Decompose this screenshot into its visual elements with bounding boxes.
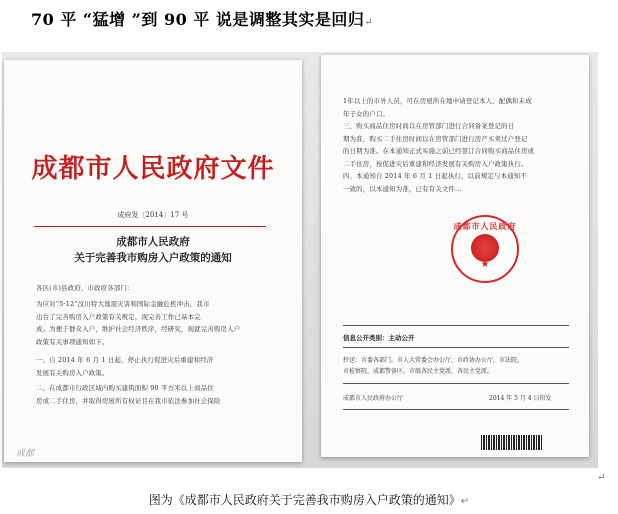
- continuation-line: 期为准，购买二手住房时间以在房管部门进行房产买卖过户登记: [343, 134, 528, 143]
- paragraph-mark-right: ↵: [597, 472, 606, 483]
- org-title: 成都市人民政府文件: [31, 154, 275, 184]
- issue-date: 2014 年 5 月 4 日印发: [489, 395, 552, 402]
- barcode: [481, 435, 543, 450]
- red-divider: [34, 226, 266, 227]
- paragraph-2-line: 一、自 2014 年 6 月 1 日起，停止执行促进灾后重建和经济: [36, 356, 214, 364]
- salutation: 各区(市)县政府，市政府各部门：: [36, 284, 134, 292]
- headline: [31, 7, 373, 30]
- footer-divider: [343, 409, 569, 410]
- seal-text: 成都市人民政府: [453, 221, 517, 231]
- paragraph-1-line: 成。为便于群众入户，维护社会经济秩序，经研究，现就完善购房入户: [36, 325, 241, 333]
- continuation-line: 一致的，以本通知为准，已有有关文件...: [343, 184, 462, 193]
- star-icon: ★: [480, 259, 490, 270]
- continuation-line: 1年以上的市外人员，可在房屋所在地申请登记本人、配偶和未成: [343, 97, 532, 105]
- issuer: 成都市人民政府办公厅: [343, 395, 404, 402]
- footer-divider: [343, 383, 569, 384]
- subtitle-notice-title: 关于完善我市购房入户政策的通知: [74, 252, 232, 264]
- continuation-text: [343, 95, 534, 195]
- continuation-line: 年子女的户口。: [343, 109, 390, 118]
- handwritten-note: 成都: [16, 449, 35, 459]
- paragraph-1-line: 出台了完善购房入户政策有关规定，现完善工作已基本完: [36, 312, 201, 321]
- continuation-line: 的日期为准。在本通知正式实施之前已经签订合同购买商品住房或: [343, 147, 535, 155]
- document-photo: [2, 52, 598, 468]
- paragraph-1: [36, 298, 240, 348]
- right-document-page: [321, 55, 589, 457]
- paragraph-3: [36, 382, 221, 407]
- caption-paragraph-mark: ↵: [460, 496, 470, 507]
- footer-divider: [343, 347, 569, 348]
- continuation-line: 三、购买商品住房时间以在房管部门进行合同备案登记的日: [343, 122, 515, 130]
- figure-caption: [0, 491, 618, 508]
- cc-list: [343, 355, 523, 377]
- doc-number: 成府发〔2014〕17 号: [117, 211, 189, 219]
- footer-divider: [343, 325, 569, 326]
- disclosure-category: 信息公开类别：主动公开: [343, 334, 415, 342]
- paragraph-3-line: 房或二手住房，并取得房屋所有权证且在我市依法参加社会保险: [36, 396, 221, 405]
- headline-text: 70 平 “猛增 ”到 90 平 说是调整其实是回归: [31, 10, 365, 29]
- paragraph-2: [36, 354, 213, 379]
- subtitle-issuer: 成都市人民政府: [116, 236, 190, 248]
- official-red-seal: [451, 215, 519, 283]
- cc-line: 市检察院，成都警备区，市级各民主党派，各民主党派。: [343, 368, 494, 375]
- left-document-page: [4, 60, 302, 462]
- paragraph-2-line: 发展有关购房入户政策。: [36, 368, 109, 377]
- paragraph-1-line: 为应对“5·12”汶川特大地震灾害和国际金融危机冲击，我市: [36, 300, 210, 308]
- continuation-line: 二手住房，按促进灾后重建和经济发展有关购房入户政策执行。: [343, 159, 528, 168]
- paragraph-3-line: 二、在成都市行政区域内购买建筑面积 90 平方米以上商品住: [36, 384, 214, 392]
- continuation-line: 四、本通知自 2014 年 6 月 1 日起执行，以前规定与本通知不: [343, 172, 527, 180]
- paragraph-1-line: 政策有关事项通知如下。: [36, 337, 109, 346]
- paragraph-mark: ↵: [364, 17, 374, 28]
- national-emblem-icon: [471, 234, 499, 262]
- caption-text: 图为《成都市人民政府关于完善我市购房入户政策的通知》: [148, 493, 461, 507]
- cc-line: 抄送：市委各部门，市人大常委会办公厅，市政协办公厅，市法院，: [343, 357, 524, 364]
